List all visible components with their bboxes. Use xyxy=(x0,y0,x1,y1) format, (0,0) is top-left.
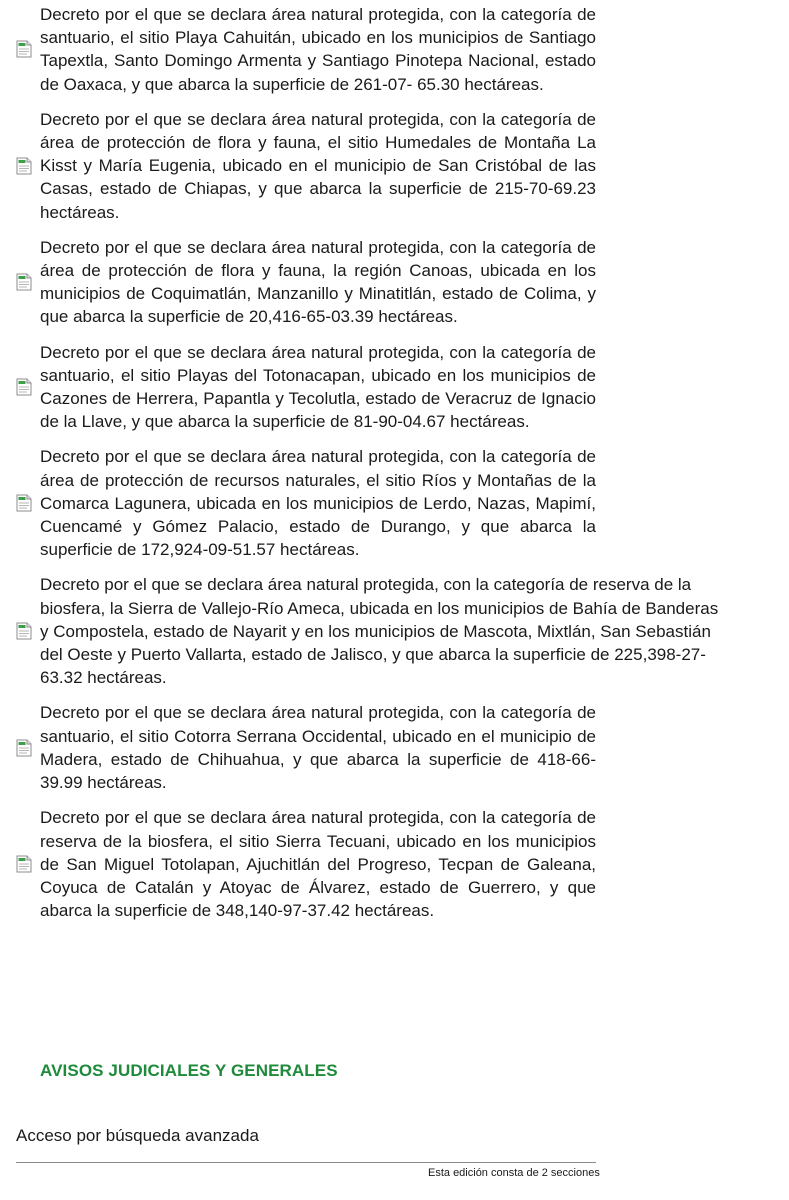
decree-link[interactable]: Decreto por el que se declara área natural protegida, con la categoría de santuario, el sitio Playa Cahuitán, ubicado en los municipios de Santiago Tapextla, Santo Domingo Armenta y Santiago Pinotepa Nacional, estado de Oaxaca, y que abarca la superficie de 261-07- 65.30 hectáreas. xyxy=(40,5,596,94)
document-icon[interactable] xyxy=(16,378,32,396)
decree-link[interactable]: Decreto por el que se declara área natural protegida, con la categoría de santuario, el sitio Cotorra Serrana Occidental, ubicado en el municipio de Madera, estado de Chihuahua, y que abarca la superficie de 418-66-39.99 hectáreas. xyxy=(40,703,596,793)
footer-divider xyxy=(16,1162,596,1163)
decree-list xyxy=(0,3,789,934)
decree-link[interactable]: Decreto por el que se declara área natural protegida, con la categoría de reserva de la biosfera, el sitio Sierra Tecuani, ubicado en los municipios de San Miguel Totolapan, Ajuchitlán del Progreso, Tecpan de Galeana, Coyuca de Catalán y Atoyac de Álvarez, estado de Guerrero, y que abarca la superficie de 348,140-97-37.42 hectáreas. xyxy=(40,808,596,921)
decree-line: del Oeste y Puerto Vallarta, estado de Jalisco, y que abarca la superficie de 225,398-27- xyxy=(40,645,706,665)
decree-line: y Compostela, estado de Nayarit y en los municipios de Mascota, Mixtlán, San Sebastián xyxy=(40,621,711,641)
decree-link[interactable] xyxy=(40,573,789,689)
decree-item xyxy=(0,701,789,794)
decree-link[interactable]: Decreto por el que se declara área natural protegida, con la categoría de área de protección de flora y fauna, el sitio Humedales de Montaña La Kisst y María Eugenia, ubicado en el municipio de San Cristóbal de las Casas, estado de Chiapas, y que abarca la superficie de 215-70-69.23 hectáreas. xyxy=(40,109,596,222)
document-icon[interactable] xyxy=(16,855,32,873)
decree-line: biosfera, la Sierra de Vallejo-Río Ameca, ubicada en los municipios de Bahía de Banderas xyxy=(40,598,719,618)
decree-link[interactable]: Decreto por el que se declara área natural protegida, con la categoría de área de protección de flora y fauna, la región Canoas, ubicada en los municipios de Coquimatlán, Manzanillo y Minatitlán, estado de Colima, y que abarca la superficie de 20,416-65-03.39 hectáreas. xyxy=(40,237,596,327)
document-icon[interactable] xyxy=(16,622,32,640)
decree-link[interactable]: Decreto por el que se declara área natural protegida, con la categoría de santuario, el sitio Playas del Totonacapan, ubicado en los municipios de Cazones de Herrera, Papantla y Tecolutla, estado de Veracruz de Ignacio de la Llave, y que abarca la superficie de 81-90-04.67 hectáreas. xyxy=(40,342,596,432)
advanced-search-link[interactable]: Acceso por búsqueda avanzada xyxy=(16,1126,259,1145)
document-icon[interactable] xyxy=(16,40,32,58)
decree-item xyxy=(0,3,789,96)
decree-line: Decreto por el que se declara área natural protegida, con la categoría de reserva de la xyxy=(40,575,692,595)
decree-item xyxy=(0,341,789,434)
decree-item xyxy=(0,806,789,922)
decree-item xyxy=(0,445,789,561)
edition-note: Esta edición consta de 2 secciones xyxy=(428,1167,600,1179)
decree-link[interactable]: Decreto por el que se declara área natural protegida, con la categoría de área de protección de recursos naturales, el sitio Ríos y Montañas de la Comarca Lagunera, ubicada en los municipios de Lerdo, Nazas, Mapimí, Cuencamé y Gómez Palacio, estado de Durango, y que abarca la superficie de 172,924-09-51.57 hectáreas. xyxy=(40,447,596,560)
section-title-avisos[interactable]: AVISOS JUDICIALES Y GENERALES xyxy=(40,1061,338,1080)
document-icon[interactable] xyxy=(16,739,32,757)
document-icon[interactable] xyxy=(16,157,32,175)
decree-item xyxy=(0,108,789,224)
document-icon[interactable] xyxy=(16,494,32,512)
decree-item xyxy=(0,236,789,329)
document-icon[interactable] xyxy=(16,273,32,291)
decree-line: 63.32 hectáreas. xyxy=(40,668,167,688)
decree-item xyxy=(0,573,789,689)
